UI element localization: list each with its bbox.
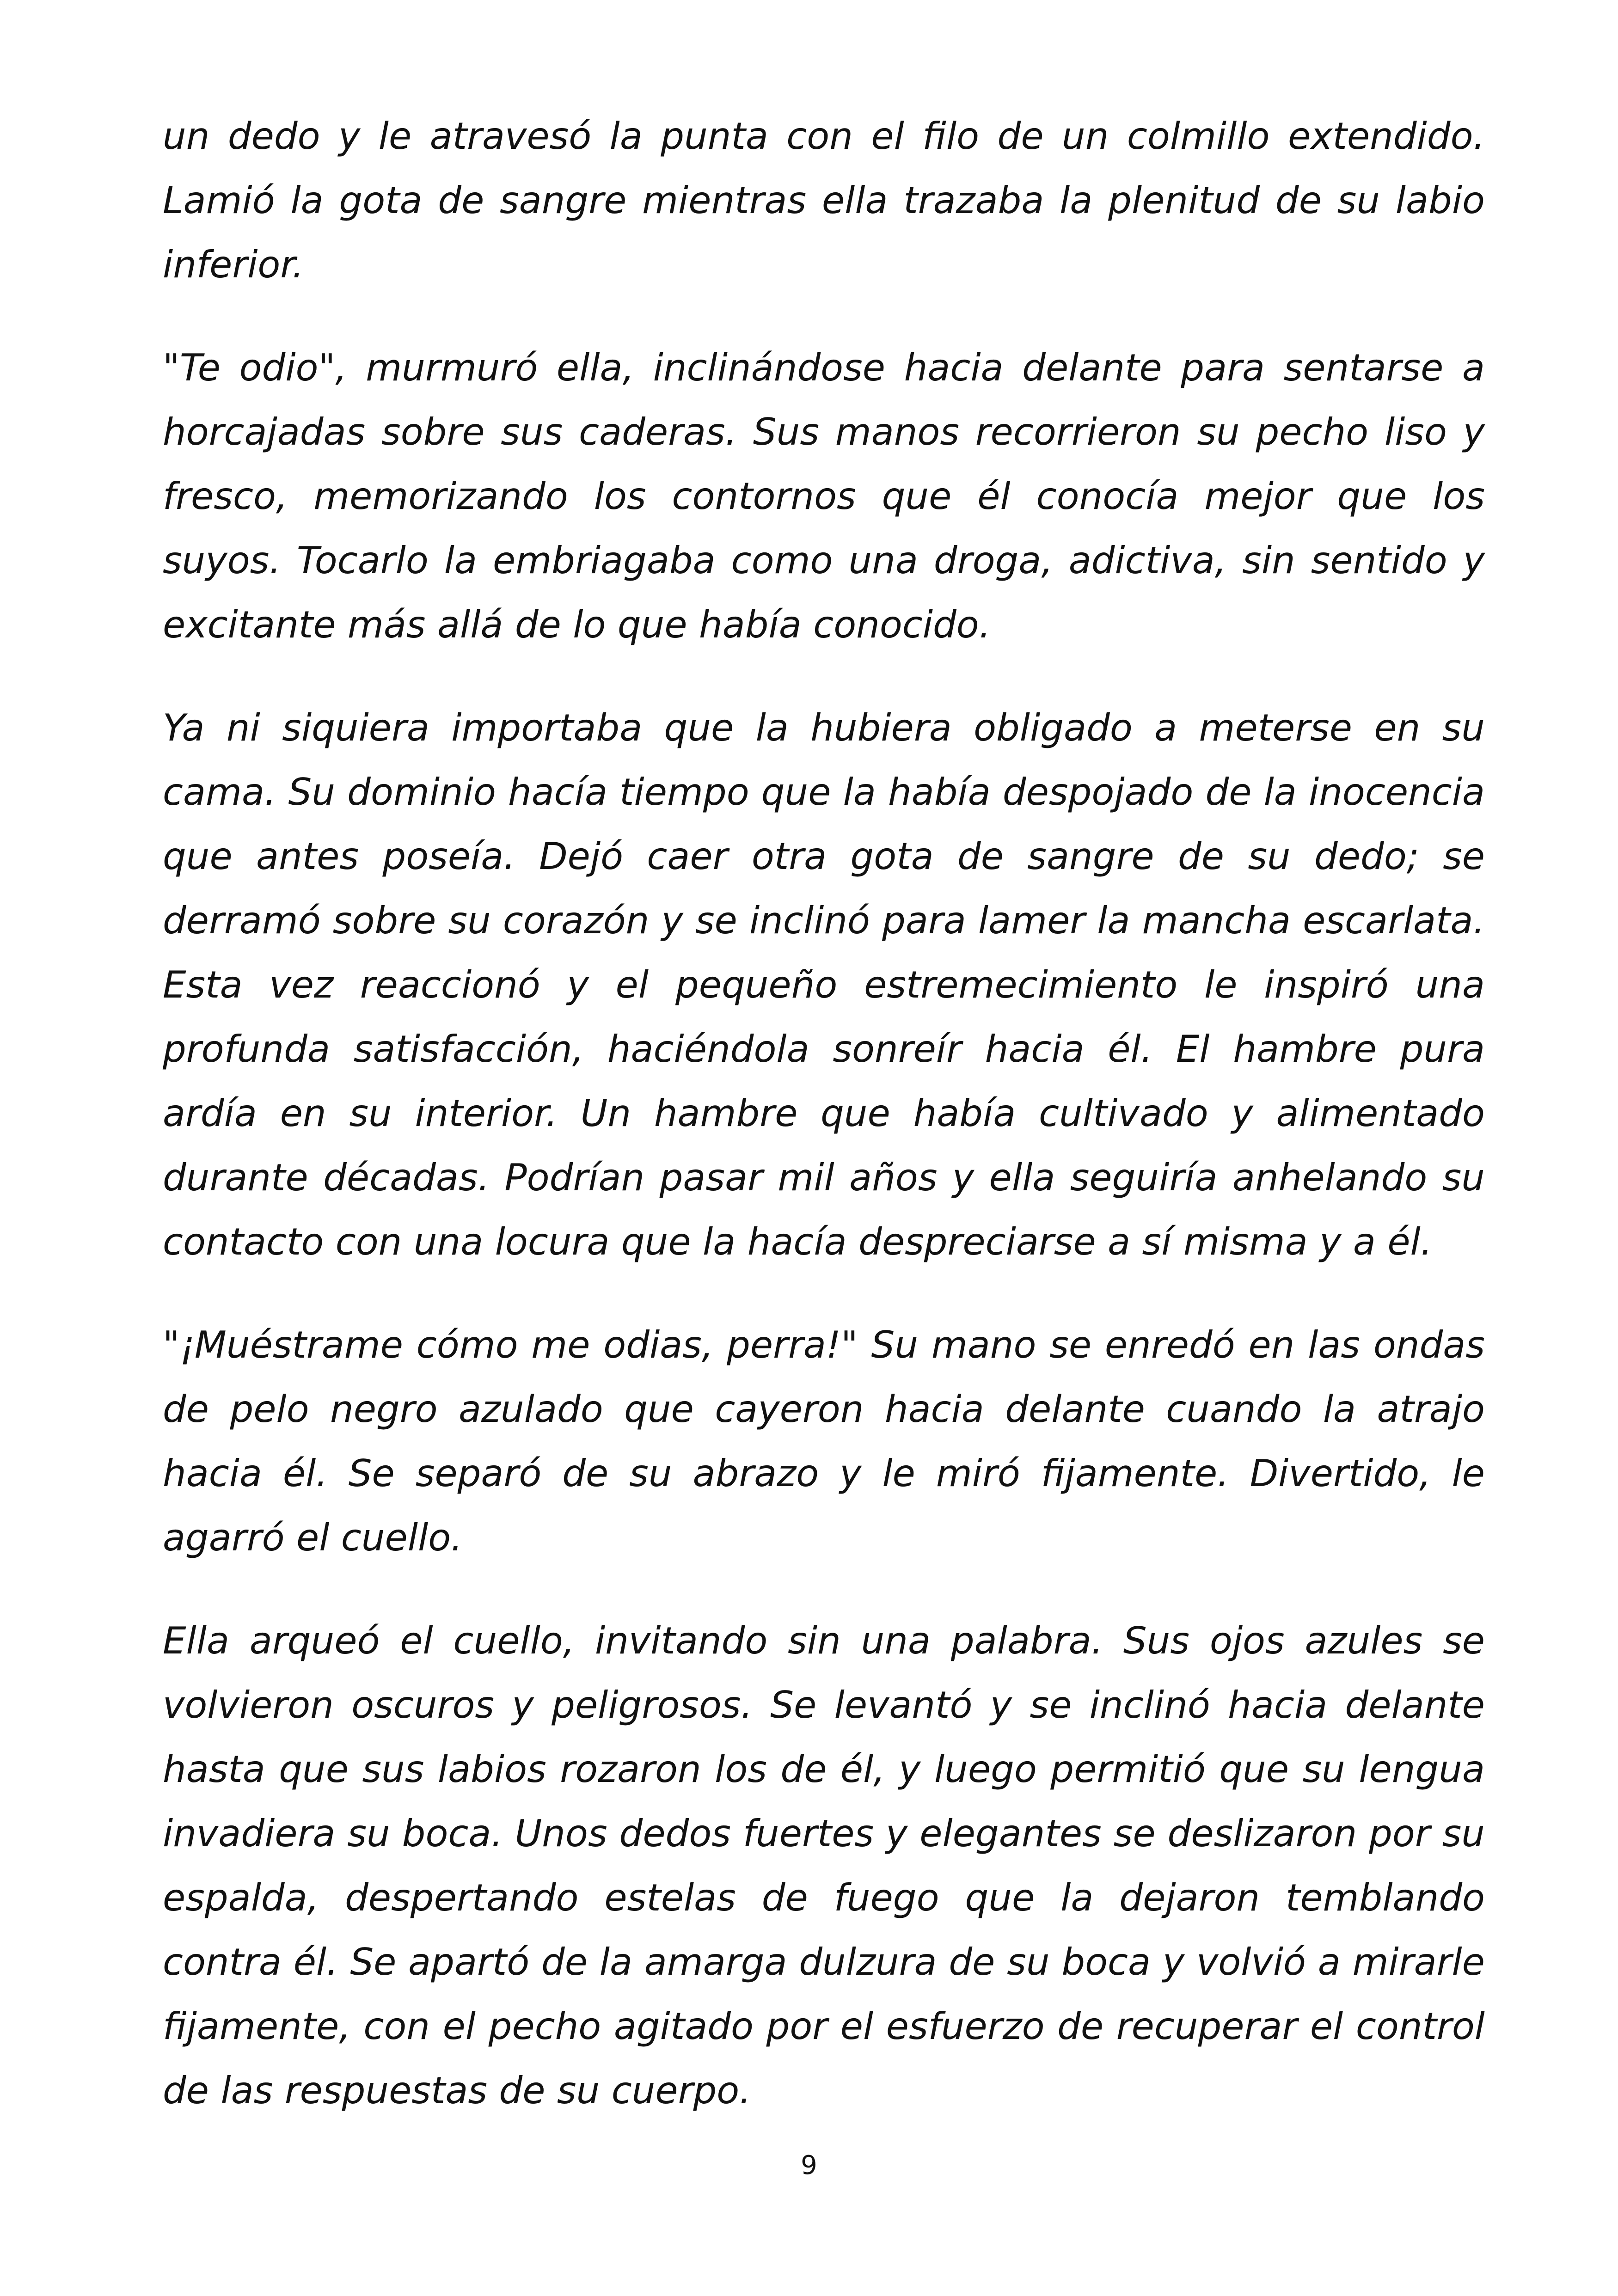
paragraph-4: "¡Muéstrame cómo me odias, perra!" Su mano se enredó en las ondas de pelo negro azulado que cayeron hacia delante cuando la atrajo hacia él. Se separó de su abrazo y le miró fijamente. Divertido, le agarró el cuello. — [163, 1323, 1485, 1559]
body-text — [163, 104, 1485, 2161]
paragraph-3: Ya ni siquiera importaba que la hubiera obligado a meterse en su cama. Su dominio hacía tiempo que la había despojado de la inocencia que antes poseía. Dejó caer otra gota de sangre de su dedo; se derramó sobre su corazón y se inclinó para lamer la mancha escarlata. Esta vez reaccionó y el pequeño estremecimiento le inspiró una profunda satisfacción, haciéndola sonreír hacia él. El hambre pura ardía en su interior. Un hambre que había cultivado y alimentado durante décadas. Podrían pasar mil años y ella seguiría anhelando su contacto con una locura que la hacía despreciarse a sí misma y a él. — [163, 706, 1485, 1263]
paragraph-1: un dedo y le atravesó la punta con el filo de un colmillo extendido. Lamió la gota de sangre mientras ella trazaba la plenitud de su labio inferior. — [163, 115, 1485, 286]
paragraph-2: "Te odio", murmuró ella, inclinándose hacia delante para sentarse a horcajadas sobre sus caderas. Sus manos recorrieron su pecho liso y fresco, memorizando los contornos que él conocía mejor que los suyos. Tocarlo la embriagaba como una droga, adictiva, sin sentido y excitante más allá de lo que había conocido. — [163, 346, 1485, 646]
paragraph-5: Ella arqueó el cuello, invitando sin una palabra. Sus ojos azules se volvieron oscuros y peligrosos. Se levantó y se inclinó hacia delante hasta que sus labios rozaron los de él, y luego permitió que su lengua invadiera su boca. Unos dedos fuertes y elegantes se deslizaron por su espalda, despertando estelas de fuego que la dejaron temblando contra él. Se apartó de la amarga dulzura de su boca y volvió a mirarle fijamente, con el pecho agitado por el esfuerzo de recuperar el control de las respuestas de su cuerpo. — [163, 1619, 1485, 2112]
page-number: 9 — [801, 2150, 817, 2180]
